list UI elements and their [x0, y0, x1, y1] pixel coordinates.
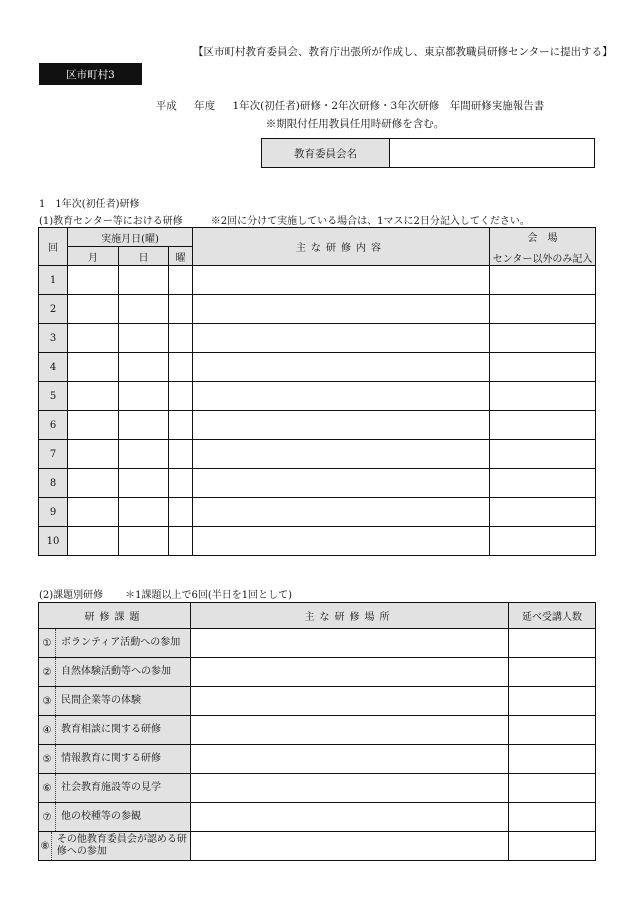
- topic-label: 社会教育施設等の見学: [61, 782, 161, 793]
- report-title: [0, 98, 630, 113]
- table-row: [39, 411, 596, 440]
- venue-cell[interactable]: [490, 295, 596, 324]
- col-header-weekday: 曜: [169, 247, 193, 266]
- table-row: [39, 266, 596, 295]
- weekday-cell[interactable]: [169, 295, 193, 324]
- topic-mark: ⑦: [39, 803, 56, 831]
- venue-note: センター以外のみ記入: [492, 253, 593, 265]
- topic-cell: [39, 832, 191, 861]
- col-header-place: 主な研修場所: [191, 603, 509, 629]
- col-header-venue: [490, 228, 596, 266]
- topic-label: 教育相談に関する研修: [61, 724, 161, 735]
- section1-subheading-text: (1)教育センター等における研修: [39, 216, 183, 227]
- content-cell[interactable]: [193, 411, 490, 440]
- day-cell[interactable]: [119, 469, 169, 498]
- day-cell[interactable]: [119, 411, 169, 440]
- venue-cell[interactable]: [490, 527, 596, 556]
- topic-cell: [39, 687, 191, 716]
- district-badge: 区市町村3: [39, 63, 142, 85]
- table-row: [39, 527, 596, 556]
- month-cell[interactable]: [68, 440, 119, 469]
- row-number: 10: [39, 527, 68, 556]
- place-cell[interactable]: [191, 774, 509, 803]
- table-row: [39, 295, 596, 324]
- day-cell[interactable]: [119, 440, 169, 469]
- weekday-cell[interactable]: [169, 266, 193, 295]
- col-header-content: 主な研修内容: [193, 228, 490, 266]
- table-row: [39, 498, 596, 527]
- submission-note: 【区市町村教育委員会、教育庁出張所が作成し、東京都教職員研修センターに提出する】: [193, 46, 613, 58]
- topic-mark: ⑥: [39, 774, 56, 802]
- month-cell[interactable]: [68, 324, 119, 353]
- count-cell[interactable]: [509, 658, 596, 687]
- weekday-cell[interactable]: [169, 440, 193, 469]
- day-cell[interactable]: [119, 498, 169, 527]
- topic-cell: [39, 745, 191, 774]
- venue-cell[interactable]: [490, 498, 596, 527]
- table-row: [39, 440, 596, 469]
- content-cell[interactable]: [193, 527, 490, 556]
- count-cell[interactable]: [509, 745, 596, 774]
- table-row: [39, 745, 596, 774]
- topic-label: 情報教育に関する研修: [61, 753, 161, 764]
- weekday-cell[interactable]: [169, 527, 193, 556]
- day-cell[interactable]: [119, 324, 169, 353]
- topic-mark: ③: [39, 687, 56, 715]
- col-header-count: 延べ受講人数: [509, 603, 596, 629]
- count-cell[interactable]: [509, 832, 596, 861]
- venue-cell[interactable]: [490, 411, 596, 440]
- count-cell[interactable]: [509, 716, 596, 745]
- day-cell[interactable]: [119, 353, 169, 382]
- table-row: [39, 774, 596, 803]
- venue-cell[interactable]: [490, 324, 596, 353]
- content-cell[interactable]: [193, 469, 490, 498]
- place-cell[interactable]: [191, 716, 509, 745]
- table-row: [39, 832, 596, 861]
- weekday-cell[interactable]: [169, 469, 193, 498]
- section2-heading: [39, 586, 292, 601]
- topic-cell: [39, 774, 191, 803]
- weekday-cell[interactable]: [169, 498, 193, 527]
- topic-label: 他の校種等の参観: [61, 811, 141, 822]
- section1-subheading: [39, 212, 530, 227]
- venue-cell[interactable]: [490, 353, 596, 382]
- weekday-cell[interactable]: [169, 353, 193, 382]
- content-cell[interactable]: [193, 266, 490, 295]
- weekday-cell[interactable]: [169, 324, 193, 353]
- content-cell[interactable]: [193, 498, 490, 527]
- count-cell[interactable]: [509, 803, 596, 832]
- venue-cell[interactable]: [490, 382, 596, 411]
- topic-mark: ①: [39, 629, 56, 657]
- venue-cell[interactable]: [490, 440, 596, 469]
- title-main: 1年次(初任者)研修・2年次研修・3年次研修 年間研修実施報告書: [232, 100, 545, 112]
- weekday-cell[interactable]: [169, 382, 193, 411]
- section2-note: ＊1課題以上で6回(半日を1回として): [125, 590, 293, 601]
- content-cell[interactable]: [193, 295, 490, 324]
- row-number: 2: [39, 295, 68, 324]
- day-cell[interactable]: [119, 382, 169, 411]
- board-name-field[interactable]: [390, 139, 594, 167]
- table-row: [39, 716, 596, 745]
- topic-label: ボランティア活動への参加: [61, 637, 181, 648]
- row-number: 7: [39, 440, 68, 469]
- place-cell[interactable]: [191, 687, 509, 716]
- topic-training-table: [38, 602, 596, 861]
- table-row: [39, 324, 596, 353]
- table-row: [39, 353, 596, 382]
- month-cell[interactable]: [68, 266, 119, 295]
- row-number: 5: [39, 382, 68, 411]
- col-header-no: 回: [39, 228, 68, 266]
- day-cell[interactable]: [119, 295, 169, 324]
- table-row: [39, 629, 596, 658]
- table-row: [39, 469, 596, 498]
- place-cell[interactable]: [191, 745, 509, 774]
- table-row: [39, 658, 596, 687]
- venue-cell[interactable]: [490, 469, 596, 498]
- month-cell[interactable]: [68, 411, 119, 440]
- row-number: 9: [39, 498, 68, 527]
- content-cell[interactable]: [193, 440, 490, 469]
- row-number: 8: [39, 469, 68, 498]
- center-training-table: [38, 227, 596, 556]
- table-row: [39, 803, 596, 832]
- topic-cell: [39, 658, 191, 687]
- col-header-month: 月: [68, 247, 119, 266]
- topic-cell: [39, 716, 191, 745]
- day-cell[interactable]: [119, 266, 169, 295]
- topic-mark: ②: [39, 658, 56, 686]
- month-cell[interactable]: [68, 527, 119, 556]
- day-cell[interactable]: [119, 527, 169, 556]
- month-cell[interactable]: [68, 295, 119, 324]
- place-cell[interactable]: [191, 832, 509, 861]
- content-cell[interactable]: [193, 353, 490, 382]
- count-cell[interactable]: [509, 629, 596, 658]
- place-cell[interactable]: [191, 658, 509, 687]
- topic-mark: ④: [39, 716, 56, 744]
- topic-label: 自然体験活動等への参加: [61, 666, 171, 677]
- row-number: 4: [39, 353, 68, 382]
- section1-heading: 1 1年次(初任者)研修: [39, 199, 140, 210]
- row-number: 3: [39, 324, 68, 353]
- section2-heading-text: (2)課題別研修: [39, 590, 104, 601]
- topic-mark: ⑧: [39, 832, 52, 860]
- board-name-label: 教育委員会名: [262, 139, 390, 167]
- title-year: 年度: [194, 100, 216, 112]
- col-header-date: 実施月日(曜): [68, 228, 193, 247]
- place-cell[interactable]: [191, 803, 509, 832]
- month-cell[interactable]: [68, 353, 119, 382]
- table-row: [39, 382, 596, 411]
- table-row: [39, 687, 596, 716]
- month-cell[interactable]: [68, 382, 119, 411]
- topic-cell: [39, 803, 191, 832]
- topic-label: その他教育委員会が認める研修への参加: [56, 834, 187, 857]
- content-cell[interactable]: [193, 324, 490, 353]
- section1-note: ※2回に分けて実施している場合は、1マスに2日分記入してください。: [210, 216, 530, 227]
- board-name-box: [261, 138, 595, 168]
- topic-label: 民間企業等の体験: [61, 695, 141, 706]
- place-cell[interactable]: [191, 629, 509, 658]
- topic-mark: ⑤: [39, 745, 56, 773]
- count-cell[interactable]: [509, 774, 596, 803]
- topic-cell: [39, 629, 191, 658]
- content-cell[interactable]: [193, 382, 490, 411]
- report-subtitle: ※期限付任用教員任用時研修を含む。: [265, 118, 445, 130]
- title-era: 平成: [155, 100, 177, 112]
- row-number: 6: [39, 411, 68, 440]
- month-cell[interactable]: [68, 498, 119, 527]
- venue-label: 会 場: [527, 232, 558, 244]
- weekday-cell[interactable]: [169, 411, 193, 440]
- col-header-topic: 研修課題: [39, 603, 191, 629]
- month-cell[interactable]: [68, 469, 119, 498]
- count-cell[interactable]: [509, 687, 596, 716]
- row-number: 1: [39, 266, 68, 295]
- venue-cell[interactable]: [490, 266, 596, 295]
- col-header-day: 日: [119, 247, 169, 266]
